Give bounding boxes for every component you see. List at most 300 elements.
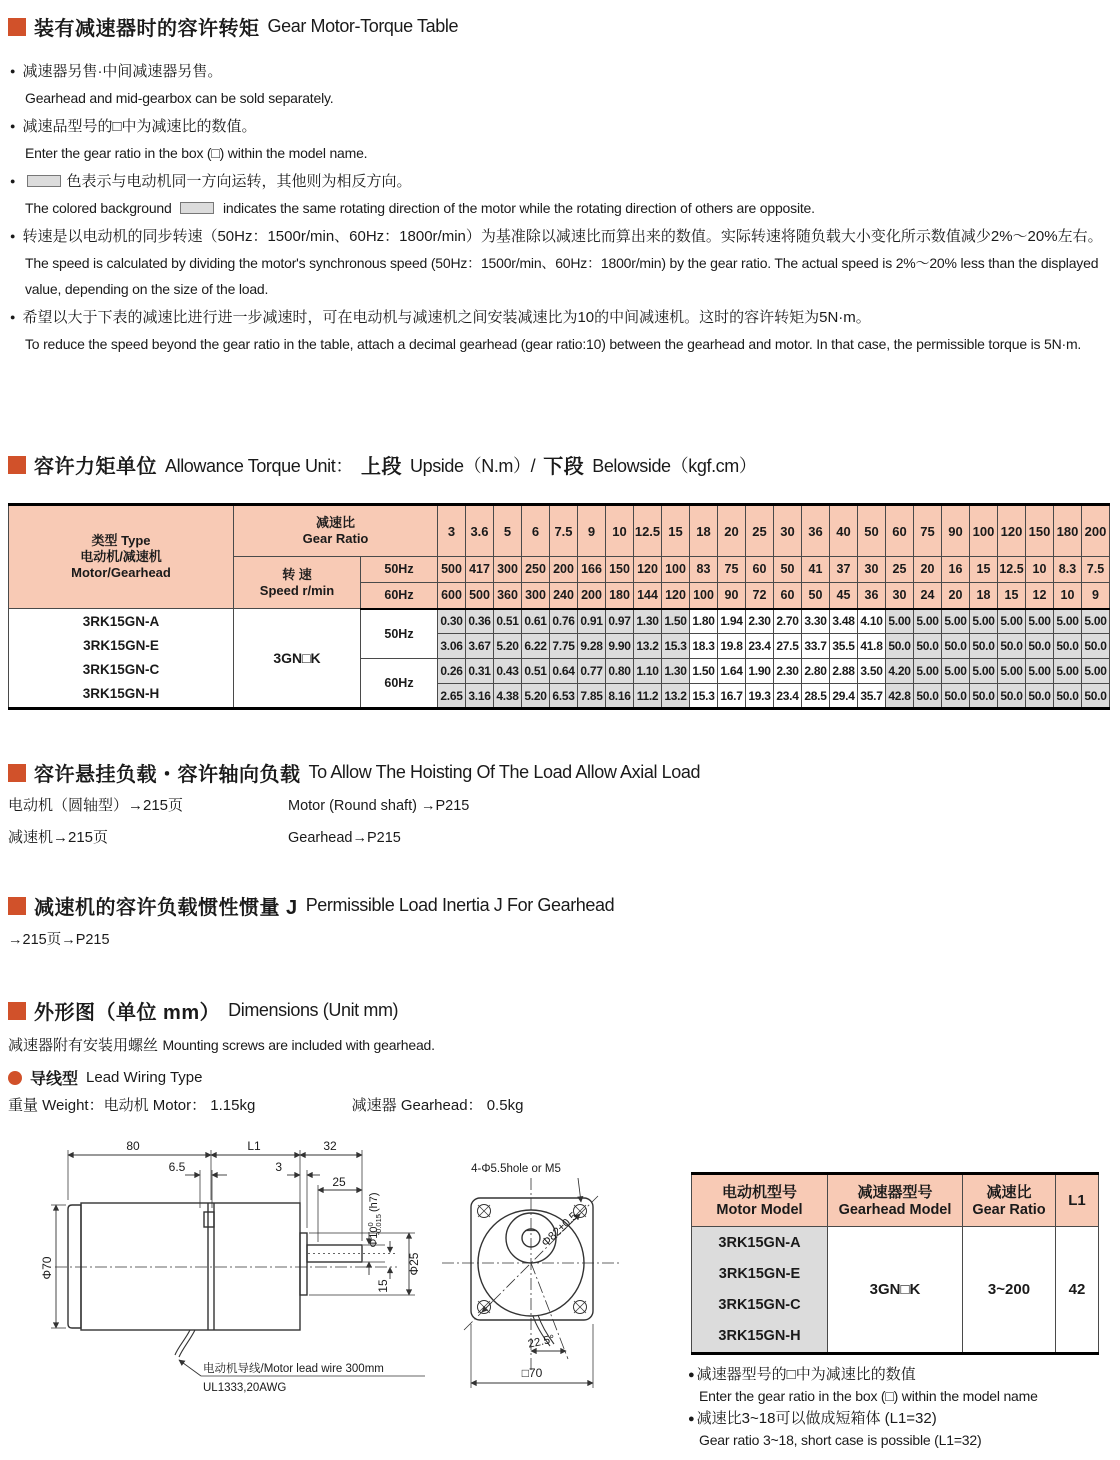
gear-ratio-value-cell: 90 bbox=[942, 505, 970, 557]
section-heading-dimensions bbox=[8, 996, 398, 1025]
speed-50hz-cell: 7.5 bbox=[1082, 557, 1110, 583]
speed-60hz-cell: 36 bbox=[858, 583, 886, 609]
ref-en: Motor (Round shaft) →P215 bbox=[288, 798, 470, 814]
hz-60-header-cell: 60Hz bbox=[361, 583, 438, 609]
torque-kgfcm-cell: 16.7 bbox=[718, 684, 746, 709]
gear-ratio-cell: 3~200 bbox=[963, 1227, 1056, 1354]
torque-kgfcm-cell: 19.3 bbox=[746, 684, 774, 709]
torque-kgfcm-cell: 50.0 bbox=[998, 684, 1026, 709]
speed-60hz-cell: 30 bbox=[886, 583, 914, 609]
motor-model: 3RK15GN-H bbox=[718, 1327, 801, 1344]
torque-nm-cell: 0.36 bbox=[466, 609, 494, 634]
speed-50hz-cell: 41 bbox=[802, 557, 830, 583]
torque-kgfcm-cell: 3.16 bbox=[466, 684, 494, 709]
motor-model: 3RK15GN-H bbox=[82, 686, 160, 701]
gear-ratio-value-cell: 36 bbox=[802, 505, 830, 557]
bullet-icon: ● bbox=[10, 312, 16, 322]
speed-60hz-cell: 72 bbox=[746, 583, 774, 609]
torque-kgfcm-cell: 13.2 bbox=[662, 684, 690, 709]
hz-row-label-cell: 50Hz bbox=[361, 609, 438, 659]
gear-ratio-value-cell: 40 bbox=[830, 505, 858, 557]
torque-nm-cell: 5.00 bbox=[1026, 659, 1054, 684]
speed-50hz-cell: 100 bbox=[662, 557, 690, 583]
intro-note bbox=[10, 223, 1112, 302]
torque-nm-cell: 1.80 bbox=[690, 609, 718, 634]
torque-nm-cell: 3.50 bbox=[858, 659, 886, 684]
intro-note-zh: ● 减速器另售·中间减速器另售。 bbox=[10, 63, 223, 80]
l1-value-cell: 42 bbox=[1056, 1227, 1099, 1354]
footer-note-zh: ● 减速器型号的□中为减速比的数值 bbox=[688, 1366, 916, 1383]
footer-note bbox=[688, 1364, 1120, 1406]
heading-belowside-zh: 下段 bbox=[543, 456, 585, 478]
speed-60hz-cell: 300 bbox=[522, 583, 550, 609]
hz-row-label-cell: 60Hz bbox=[361, 659, 438, 709]
torque-kgfcm-cell: 19.8 bbox=[718, 634, 746, 659]
intro-note-en: The speed is calculated by dividing the motor's synchronous speed (50Hz：1500r/min、60Hz：1800r/min) by the gear ratio. The actual speed is 2%～20% less than the displayed value, depending on the size of the load. bbox=[25, 255, 1099, 297]
gear-ratio-value-cell: 9 bbox=[578, 505, 606, 557]
torque-kgfcm-cell: 11.2 bbox=[634, 684, 662, 709]
torque-nm-cell: 1.30 bbox=[634, 609, 662, 634]
torque-nm-cell: 5.00 bbox=[970, 609, 998, 634]
torque-nm-cell: 2.30 bbox=[774, 659, 802, 684]
shaft-tol-upper: 0 bbox=[366, 1222, 375, 1227]
gear-ratio-value-cell: 200 bbox=[1082, 505, 1110, 557]
motor-model: 3RK15GN-C bbox=[82, 662, 160, 677]
extension-lines bbox=[51, 1150, 415, 1328]
speed-60hz-cell: 144 bbox=[634, 583, 662, 609]
gearhead-model-cell: 3GN□K bbox=[828, 1227, 963, 1354]
speed-60hz-cell: 60 bbox=[774, 583, 802, 609]
torque-kgfcm-cell: 3.67 bbox=[466, 634, 494, 659]
footer-notes-list bbox=[688, 1364, 1120, 1452]
gear-ratio-value-cell: 60 bbox=[886, 505, 914, 557]
torque-kgfcm-cell: 18.3 bbox=[690, 634, 718, 659]
footer-note-zh: ● 减速比3~18可以做成短箱体 (L1=32) bbox=[688, 1410, 937, 1427]
torque-nm-cell: 4.20 bbox=[886, 659, 914, 684]
dim-6-5-label: 6.5 bbox=[168, 1160, 186, 1174]
heading-en: To Allow The Hoisting Of The Load Allow Axial Load bbox=[308, 762, 701, 782]
motor-model: 3RK15GN-E bbox=[83, 638, 159, 653]
torque-nm-cell: 1.50 bbox=[690, 659, 718, 684]
section-heading-torque-unit bbox=[8, 450, 756, 479]
speed-50hz-cell: 75 bbox=[718, 557, 746, 583]
gear-ratio-value-cell: 100 bbox=[970, 505, 998, 557]
torque-nm-cell: 5.00 bbox=[1054, 659, 1082, 684]
torque-nm-cell: 4.10 bbox=[858, 609, 886, 634]
heading-en: Allowance Torque Unit： bbox=[165, 455, 353, 476]
heading-zh: 容许悬挂负载・容许轴向负载 bbox=[34, 764, 301, 786]
motor-model: 3RK15GN-A bbox=[718, 1234, 801, 1251]
torque-kgfcm-cell: 50.0 bbox=[914, 684, 942, 709]
gear-ratio-header-cell bbox=[234, 505, 438, 557]
heading-zh: 容许力矩单位 bbox=[34, 456, 157, 478]
motor-model-list-cell bbox=[692, 1227, 828, 1354]
speed-60hz-cell: 360 bbox=[494, 583, 522, 609]
gear-ratio-value-cell: 150 bbox=[1026, 505, 1054, 557]
torque-nm-cell: 5.00 bbox=[1026, 609, 1054, 634]
bullet-icon: ● bbox=[10, 231, 16, 241]
torque-nm-cell: 1.50 bbox=[662, 609, 690, 634]
torque-nm-cell: 2.30 bbox=[746, 609, 774, 634]
gear-ratio-header-line: Gear Ratio bbox=[302, 531, 369, 546]
bullet-icon: ● bbox=[10, 176, 16, 186]
heading-en: Dimensions (Unit mm) bbox=[228, 1000, 399, 1020]
torque-nm-cell: 5.00 bbox=[942, 609, 970, 634]
torque-kgfcm-cell: 50.0 bbox=[1082, 634, 1110, 659]
torque-nm-cell: 0.30 bbox=[438, 609, 466, 634]
torque-nm-cell: 5.00 bbox=[1082, 609, 1110, 634]
gear-ratio-value-cell: 6 bbox=[522, 505, 550, 557]
speed-50hz-cell: 120 bbox=[634, 557, 662, 583]
header-zh-line: 减速器型号 bbox=[857, 1183, 933, 1201]
square-70-label: □70 bbox=[521, 1366, 543, 1380]
torque-kgfcm-cell: 4.38 bbox=[494, 684, 522, 709]
hoisting-refs bbox=[8, 790, 469, 854]
note-en: Mounting screws are included with gearhead. bbox=[162, 1037, 435, 1053]
orange-square-icon bbox=[8, 18, 26, 36]
type-header-cell bbox=[9, 505, 234, 609]
model-table-header-cell bbox=[963, 1174, 1056, 1227]
torque-kgfcm-cell: 7.75 bbox=[550, 634, 578, 659]
speed-50hz-cell: 166 bbox=[578, 557, 606, 583]
gear-ratio-value-cell: 3 bbox=[438, 505, 466, 557]
model-table-header-cell bbox=[828, 1174, 963, 1227]
torque-kgfcm-cell: 15.3 bbox=[690, 684, 718, 709]
torque-kgfcm-cell: 28.5 bbox=[802, 684, 830, 709]
bullet-icon: ● bbox=[10, 121, 16, 131]
gear-ratio-value-cell: 25 bbox=[746, 505, 774, 557]
gear-ratio-value-cell: 7.5 bbox=[550, 505, 578, 557]
dia-25-label: Φ25 bbox=[407, 1252, 421, 1276]
intro-note bbox=[10, 58, 1112, 111]
torque-nm-cell: 5.00 bbox=[970, 659, 998, 684]
footer-note bbox=[688, 1408, 1120, 1450]
speed-50hz-cell: 25 bbox=[886, 557, 914, 583]
dim-l1-label: L1 bbox=[247, 1139, 261, 1153]
torque-nm-cell: 2.88 bbox=[830, 659, 858, 684]
gear-ratio-value-cell: 180 bbox=[1054, 505, 1082, 557]
torque-kgfcm-cell: 50.0 bbox=[914, 634, 942, 659]
torque-kgfcm-cell: 23.4 bbox=[774, 684, 802, 709]
angle-label: 22.5° bbox=[526, 1333, 556, 1351]
torque-kgfcm-cell: 35.5 bbox=[830, 634, 858, 659]
torque-kgfcm-cell: 33.7 bbox=[802, 634, 830, 659]
ref-en: Gearhead→P215 bbox=[288, 830, 401, 846]
torque-kgfcm-cell: 50.0 bbox=[998, 634, 1026, 659]
speed-header-line: Speed r/min bbox=[259, 582, 335, 598]
gear-torque-table-container bbox=[8, 503, 1110, 710]
torque-kgfcm-cell: 8.16 bbox=[606, 684, 634, 709]
speed-60hz-cell: 180 bbox=[606, 583, 634, 609]
speed-60hz-cell: 12 bbox=[1026, 583, 1054, 609]
gear-ratio-value-cell: 30 bbox=[774, 505, 802, 557]
speed-50hz-cell: 500 bbox=[438, 557, 466, 583]
torque-nm-cell: 2.80 bbox=[802, 659, 830, 684]
speed-50hz-cell: 300 bbox=[494, 557, 522, 583]
speed-60hz-cell: 24 bbox=[914, 583, 942, 609]
gear-ratio-value-cell: 50 bbox=[858, 505, 886, 557]
torque-nm-cell: 0.80 bbox=[606, 659, 634, 684]
torque-nm-cell: 5.00 bbox=[914, 659, 942, 684]
speed-50hz-cell: 250 bbox=[522, 557, 550, 583]
type-header-line: 类型 Type bbox=[91, 533, 151, 548]
intro-note-zh: ● 希望以大于下表的减速比进行进一步减速时，可在电动机与减速机之间安装减速比为10的中间减速机。这时的容许转矩为5N·m。 bbox=[10, 309, 871, 326]
dim-3-label: 3 bbox=[275, 1160, 282, 1174]
torque-nm-cell: 1.10 bbox=[634, 659, 662, 684]
bullet-icon: ● bbox=[688, 1413, 695, 1425]
motor-model-table-container bbox=[691, 1172, 1099, 1355]
gear-ratio-value-cell: 75 bbox=[914, 505, 942, 557]
torque-kgfcm-cell: 29.4 bbox=[830, 684, 858, 709]
footer-note-en: Enter the gear ratio in the box (□) within the model name bbox=[699, 1388, 1038, 1404]
torque-kgfcm-cell: 50.0 bbox=[942, 684, 970, 709]
speed-50hz-cell: 20 bbox=[914, 557, 942, 583]
intro-note-en: To reduce the speed beyond the gear ratio in the table, attach a decimal gearhead (gear ratio:10) between the gearhead and motor. In that case, the permissible torque is 5N·m. bbox=[25, 336, 1082, 352]
motor-model-list-cell bbox=[9, 609, 234, 709]
torque-nm-cell: 5.00 bbox=[1054, 609, 1082, 634]
speed-60hz-cell: 600 bbox=[438, 583, 466, 609]
torque-kgfcm-cell: 50.0 bbox=[1026, 684, 1054, 709]
torque-kgfcm-cell: 41.8 bbox=[858, 634, 886, 659]
torque-nm-cell: 1.90 bbox=[746, 659, 774, 684]
dia-70-label: Φ70 bbox=[40, 1256, 54, 1280]
speed-50hz-cell: 12.5 bbox=[998, 557, 1026, 583]
torque-kgfcm-cell: 5.20 bbox=[522, 684, 550, 709]
gear-ratio-value-cell: 12.5 bbox=[634, 505, 662, 557]
speed-60hz-cell: 200 bbox=[578, 583, 606, 609]
speed-60hz-cell: 45 bbox=[830, 583, 858, 609]
torque-kgfcm-cell: 35.7 bbox=[858, 684, 886, 709]
torque-nm-cell: 3.30 bbox=[802, 609, 830, 634]
speed-50hz-cell: 8.3 bbox=[1054, 557, 1082, 583]
motor-model: 3RK15GN-A bbox=[82, 614, 160, 629]
intro-note bbox=[10, 113, 1112, 166]
header-zh-line: 电动机型号 bbox=[721, 1183, 797, 1201]
speed-60hz-cell: 90 bbox=[718, 583, 746, 609]
section-heading-load bbox=[8, 758, 700, 787]
torque-kgfcm-cell: 7.85 bbox=[578, 684, 606, 709]
shaft-fit-text: (h7) bbox=[368, 1192, 380, 1213]
speed-60hz-cell: 9 bbox=[1082, 583, 1110, 609]
torque-nm-cell: 1.30 bbox=[662, 659, 690, 684]
shaft-tol-lower: -0.015 bbox=[374, 1214, 383, 1236]
hoisting-ref-row bbox=[8, 790, 469, 822]
heading-zh: 装有减速器时的容许转矩 bbox=[34, 18, 260, 40]
torque-kgfcm-cell: 50.0 bbox=[1082, 684, 1110, 709]
torque-nm-cell: 0.26 bbox=[438, 659, 466, 684]
torque-kgfcm-cell: 50.0 bbox=[886, 634, 914, 659]
torque-nm-cell: 5.00 bbox=[914, 609, 942, 634]
hole-spec-label: 4-Φ5.5hole or M5 bbox=[471, 1163, 561, 1175]
torque-kgfcm-cell: 6.53 bbox=[550, 684, 578, 709]
torque-nm-cell: 0.61 bbox=[522, 609, 550, 634]
speed-60hz-cell: 15 bbox=[998, 583, 1026, 609]
speed-header-line: 转 速 bbox=[282, 566, 312, 582]
gear-ratio-value-cell: 18 bbox=[690, 505, 718, 557]
header-zh-line: 减速比 bbox=[986, 1183, 1032, 1201]
torque-kgfcm-cell: 2.65 bbox=[438, 684, 466, 709]
weight-line bbox=[8, 1094, 523, 1115]
torque-nm-cell: 5.00 bbox=[998, 659, 1026, 684]
torque-nm-cell: 0.91 bbox=[578, 609, 606, 634]
torque-kgfcm-cell: 9.28 bbox=[578, 634, 606, 659]
heading-upside-en: Upside（N.m）/ bbox=[409, 455, 536, 476]
torque-kgfcm-cell: 6.22 bbox=[522, 634, 550, 659]
torque-kgfcm-cell: 50.0 bbox=[970, 634, 998, 659]
section-heading-torque bbox=[8, 12, 458, 41]
type-header-line: Motor/Gearhead bbox=[71, 565, 171, 580]
speed-60hz-cell: 100 bbox=[690, 583, 718, 609]
speed-50hz-cell: 417 bbox=[466, 557, 494, 583]
speed-header-cell bbox=[234, 557, 361, 609]
bolt-circle-label: Φ82±0.5 bbox=[539, 1210, 581, 1250]
orange-square-icon bbox=[8, 764, 26, 782]
speed-60hz-cell: 500 bbox=[466, 583, 494, 609]
torque-kgfcm-cell: 50.0 bbox=[942, 634, 970, 659]
gear-ratio-value-cell: 3.6 bbox=[466, 505, 494, 557]
heading-zh: 减速机的容许负载惯性惯量 J bbox=[34, 897, 298, 919]
lead-wire-spec: UL1333,20AWG bbox=[203, 1382, 287, 1394]
gray-swatch-icon bbox=[27, 175, 61, 187]
weight-gearhead-value: 0.5kg bbox=[486, 1097, 524, 1114]
intro-note bbox=[10, 304, 1112, 357]
speed-60hz-cell: 18 bbox=[970, 583, 998, 609]
speed-50hz-cell: 50 bbox=[774, 557, 802, 583]
orange-dot-icon bbox=[8, 1071, 22, 1085]
torque-kgfcm-cell: 27.5 bbox=[774, 634, 802, 659]
footer-note-en: Gear ratio 3~18, short case is possible (L1=32) bbox=[699, 1432, 982, 1448]
gear-ratio-value-cell: 20 bbox=[718, 505, 746, 557]
gearhead-model-cell: 3GN□K bbox=[234, 609, 361, 709]
speed-50hz-cell: 15 bbox=[970, 557, 998, 583]
torque-nm-cell: 1.64 bbox=[718, 659, 746, 684]
torque-kgfcm-cell: 15.3 bbox=[662, 634, 690, 659]
ref-zh: 减速机→215页 bbox=[8, 829, 109, 846]
intro-note-en: Enter the gear ratio in the box (□) within the model name. bbox=[25, 145, 368, 161]
intro-note-zh: ● 色表示与电动机同一方向运转，其他则为相反方向。 bbox=[10, 173, 412, 190]
gear-ratio-value-cell: 15 bbox=[662, 505, 690, 557]
dimension-lines bbox=[56, 1155, 409, 1328]
speed-50hz-cell: 150 bbox=[606, 557, 634, 583]
torque-kgfcm-cell: 9.90 bbox=[606, 634, 634, 659]
heading-en: Gear Motor-Torque Table bbox=[267, 16, 459, 36]
gray-swatch-icon bbox=[180, 202, 214, 214]
intro-note-en: Gearhead and mid-gearbox can be sold separately. bbox=[25, 90, 334, 106]
torque-nm-cell: 0.64 bbox=[550, 659, 578, 684]
torque-nm-cell: 0.77 bbox=[578, 659, 606, 684]
torque-nm-cell: 3.48 bbox=[830, 609, 858, 634]
gear-ratio-value-cell: 10 bbox=[606, 505, 634, 557]
speed-50hz-cell: 37 bbox=[830, 557, 858, 583]
heading-upside-zh: 上段 bbox=[360, 456, 402, 478]
dim-15-label: 15 bbox=[376, 1279, 390, 1293]
motor-side-drawing bbox=[25, 1128, 445, 1438]
dim-32-label: 32 bbox=[323, 1139, 337, 1153]
header-en-line: Motor Model bbox=[716, 1201, 803, 1218]
gear-ratio-header-line: 减速比 bbox=[315, 515, 355, 530]
intro-note-zh: ● 转速是以电动机的同步转速（50Hz：1500r/min、60Hz：1800r/min）为基准除以减速比而算出来的数值。实际转速将随负载大小变化所示数值减少2%～20%左右。 bbox=[10, 228, 1103, 245]
torque-nm-cell: 0.43 bbox=[494, 659, 522, 684]
header-en-line: Gear Ratio bbox=[972, 1201, 1046, 1218]
motor-front-drawing bbox=[428, 1138, 688, 1448]
torque-kgfcm-cell: 23.4 bbox=[746, 634, 774, 659]
weight-motor-label: 重量 Weight：电动机 Motor： bbox=[8, 1097, 207, 1114]
model-table-header-cell bbox=[692, 1174, 828, 1227]
torque-nm-cell: 0.31 bbox=[466, 659, 494, 684]
torque-kgfcm-cell: 42.8 bbox=[886, 684, 914, 709]
inertia-page-ref: →215页→P215 bbox=[8, 932, 110, 948]
speed-50hz-cell: 10 bbox=[1026, 557, 1054, 583]
shaft-dia-text: Φ10 bbox=[368, 1226, 380, 1248]
lead-wire-label: 电动机导线/Motor lead wire 300mm bbox=[203, 1363, 384, 1375]
speed-60hz-cell: 20 bbox=[942, 583, 970, 609]
dim-80-label: 80 bbox=[126, 1139, 140, 1153]
speed-50hz-cell: 200 bbox=[550, 557, 578, 583]
torque-nm-cell: 0.51 bbox=[494, 609, 522, 634]
weight-motor-value: 1.15kg bbox=[210, 1097, 256, 1114]
heading-belowside-en: Belowside（kgf.cm） bbox=[592, 455, 757, 476]
orange-square-icon bbox=[8, 897, 26, 915]
gear-ratio-value-cell: 120 bbox=[998, 505, 1026, 557]
speed-60hz-cell: 50 bbox=[802, 583, 830, 609]
torque-nm-cell: 0.51 bbox=[522, 659, 550, 684]
heading-zh: 外形图（单位 mm） bbox=[34, 1002, 221, 1024]
torque-kgfcm-cell: 50.0 bbox=[1054, 684, 1082, 709]
weight-gearhead-label: 减速器 Gearhead： bbox=[351, 1097, 483, 1114]
intro-notes-list bbox=[10, 58, 1112, 359]
dim-25-label: 25 bbox=[332, 1175, 346, 1189]
header-en-line: Gearhead Model bbox=[838, 1201, 952, 1218]
speed-50hz-cell: 83 bbox=[690, 557, 718, 583]
heading-en: Permissible Load Inertia J For Gearhead bbox=[305, 895, 615, 915]
model-table-header-cell: L1 bbox=[1056, 1174, 1099, 1227]
torque-nm-cell: 0.97 bbox=[606, 609, 634, 634]
lead-type-zh: 导线型 bbox=[30, 1071, 79, 1088]
hoisting-ref-row bbox=[8, 822, 469, 854]
torque-nm-cell: 5.00 bbox=[942, 659, 970, 684]
type-header-line: 电动机/减速机 bbox=[80, 549, 162, 564]
bullet-icon: ● bbox=[10, 66, 16, 76]
intro-note-en: The colored background indicates the same rotating direction of the motor while the rotating direction of others are opposite. bbox=[25, 200, 815, 216]
note-zh: 减速器附有安装用螺丝 bbox=[8, 1037, 159, 1054]
torque-kgfcm-cell: 5.20 bbox=[494, 634, 522, 659]
torque-nm-cell: 5.00 bbox=[998, 609, 1026, 634]
torque-nm-cell: 5.00 bbox=[886, 609, 914, 634]
ref-zh: 电动机（圆轴型）→215页 bbox=[8, 797, 184, 814]
torque-nm-cell: 1.94 bbox=[718, 609, 746, 634]
orange-square-icon bbox=[8, 1002, 26, 1020]
shaft-diameter-label bbox=[366, 1192, 383, 1247]
speed-60hz-cell: 240 bbox=[550, 583, 578, 609]
mounting-screws-note bbox=[8, 1034, 435, 1055]
torque-kgfcm-cell: 50.0 bbox=[1054, 634, 1082, 659]
speed-50hz-cell: 30 bbox=[858, 557, 886, 583]
torque-kgfcm-cell: 13.2 bbox=[634, 634, 662, 659]
intro-note bbox=[10, 168, 1112, 221]
intro-note-zh: ● 减速品型号的□中为减速比的数值。 bbox=[10, 118, 257, 135]
center-lines bbox=[55, 1254, 397, 1268]
gear-torque-table bbox=[8, 503, 1110, 710]
motor-model: 3RK15GN-C bbox=[718, 1296, 801, 1313]
speed-50hz-cell: 60 bbox=[746, 557, 774, 583]
torque-nm-cell: 2.70 bbox=[774, 609, 802, 634]
orange-square-icon bbox=[8, 456, 26, 474]
gear-ratio-value-cell: 5 bbox=[494, 505, 522, 557]
torque-kgfcm-cell: 50.0 bbox=[1026, 634, 1054, 659]
hz-50-header-cell: 50Hz bbox=[361, 557, 438, 583]
torque-kgfcm-cell: 50.0 bbox=[970, 684, 998, 709]
speed-60hz-cell: 120 bbox=[662, 583, 690, 609]
